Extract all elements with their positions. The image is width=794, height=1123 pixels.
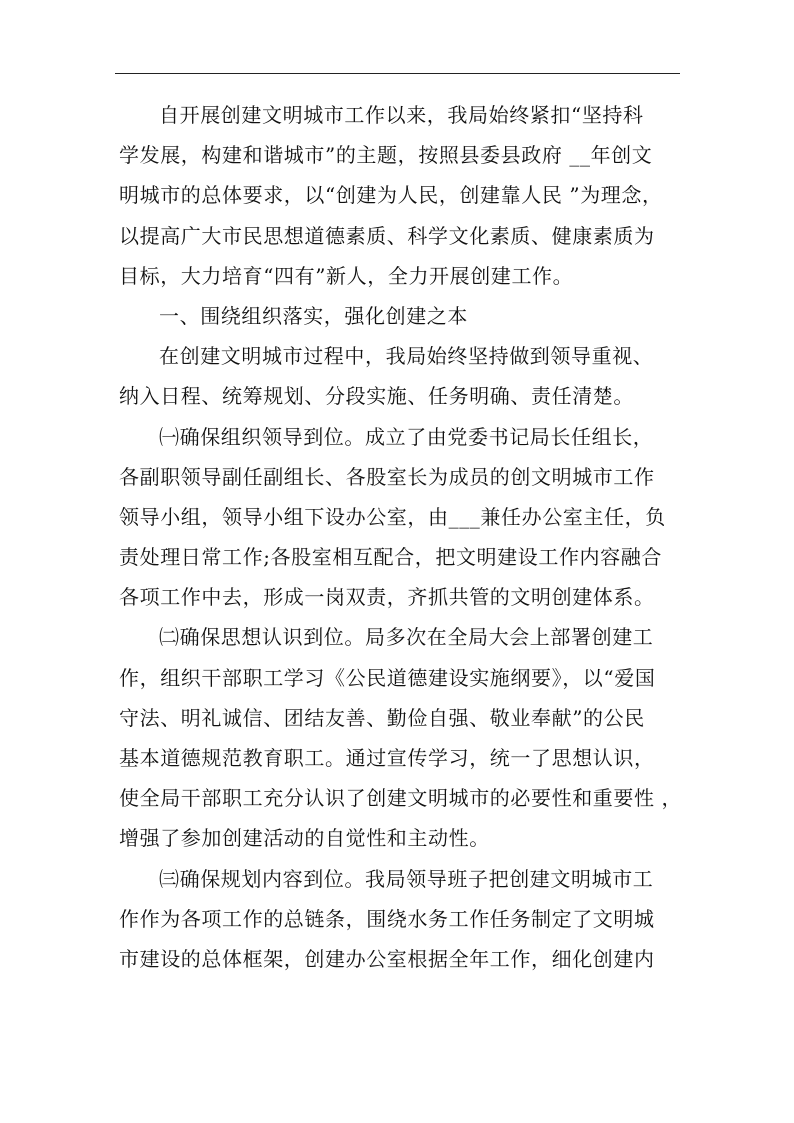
- text-line: 增强了参加创建活动的自觉性和主动性。: [119, 826, 490, 851]
- text-line: 责处理日常工作;各股室相互配合，把文明建设工作内容融合: [119, 545, 662, 570]
- text-line: 明城市的总体要求，以“创建为人民，创建靠人民 ”为理念，: [119, 183, 663, 208]
- text-line: ㈡确保思想认识到位。局多次在全局大会上部署创建工: [159, 625, 654, 650]
- text-line: 以提高广大市民思想道德素质、科学文化素质、健康素质为: [119, 223, 655, 248]
- text-line: 在创建文明城市过程中，我局始终坚持做到领导重视、: [159, 344, 654, 369]
- text-line: 一、围绕组织落实，强化创建之本: [159, 303, 468, 328]
- text-line: 守法、明礼诚信、团结友善、勤俭自强、敬业奉献”的公民: [119, 705, 645, 730]
- text-line: 纳入日程、统筹规划、分段实施、任务明确、责任清楚。: [119, 384, 634, 409]
- document-body: [119, 95, 689, 979]
- text-line: ㈠确保组织领导到位。成立了由党委书记局长任组长，: [159, 424, 654, 449]
- text-line: 学发展，构建和谐城市”的主题，按照县委县政府 __年创文: [119, 143, 653, 168]
- header-rule: [115, 73, 680, 74]
- text-line: 作，组织干部职工学习《公民道德建设实施纲要》，以“爱国: [119, 665, 656, 690]
- text-line: 作作为各项工作的总链条，围绕水务工作任务制定了文明城: [119, 906, 655, 931]
- text-line: 各副职领导副任副组长、各股室长为成员的创文明城市工作: [119, 464, 655, 489]
- text-line: 使全局干部职工充分认识了创建文明城市的必要性和重要性 ，: [119, 786, 683, 811]
- text-line: 基本道德规范教育职工。通过宣传学习，统一了思想认识，: [119, 746, 655, 770]
- text-line: 自开展创建文明城市工作以来，我局始终紧扣“坚持科: [159, 103, 644, 127]
- text-line: 各项工作中去，形成一岗双责，齐抓共管的文明创建体系。: [119, 585, 655, 610]
- text-line: 领导小组，领导小组下设办公室，由___兼任办公室主任，负: [119, 504, 666, 529]
- text-line: 市建设的总体框架，创建办公室根据全年工作，细化创建内: [119, 946, 655, 971]
- text-line: 目标，大力培育“四有”新人，全力开展创建工作。: [119, 263, 574, 288]
- text-line: ㈢确保规划内容到位。我局领导班子把创建文明城市工: [159, 866, 654, 891]
